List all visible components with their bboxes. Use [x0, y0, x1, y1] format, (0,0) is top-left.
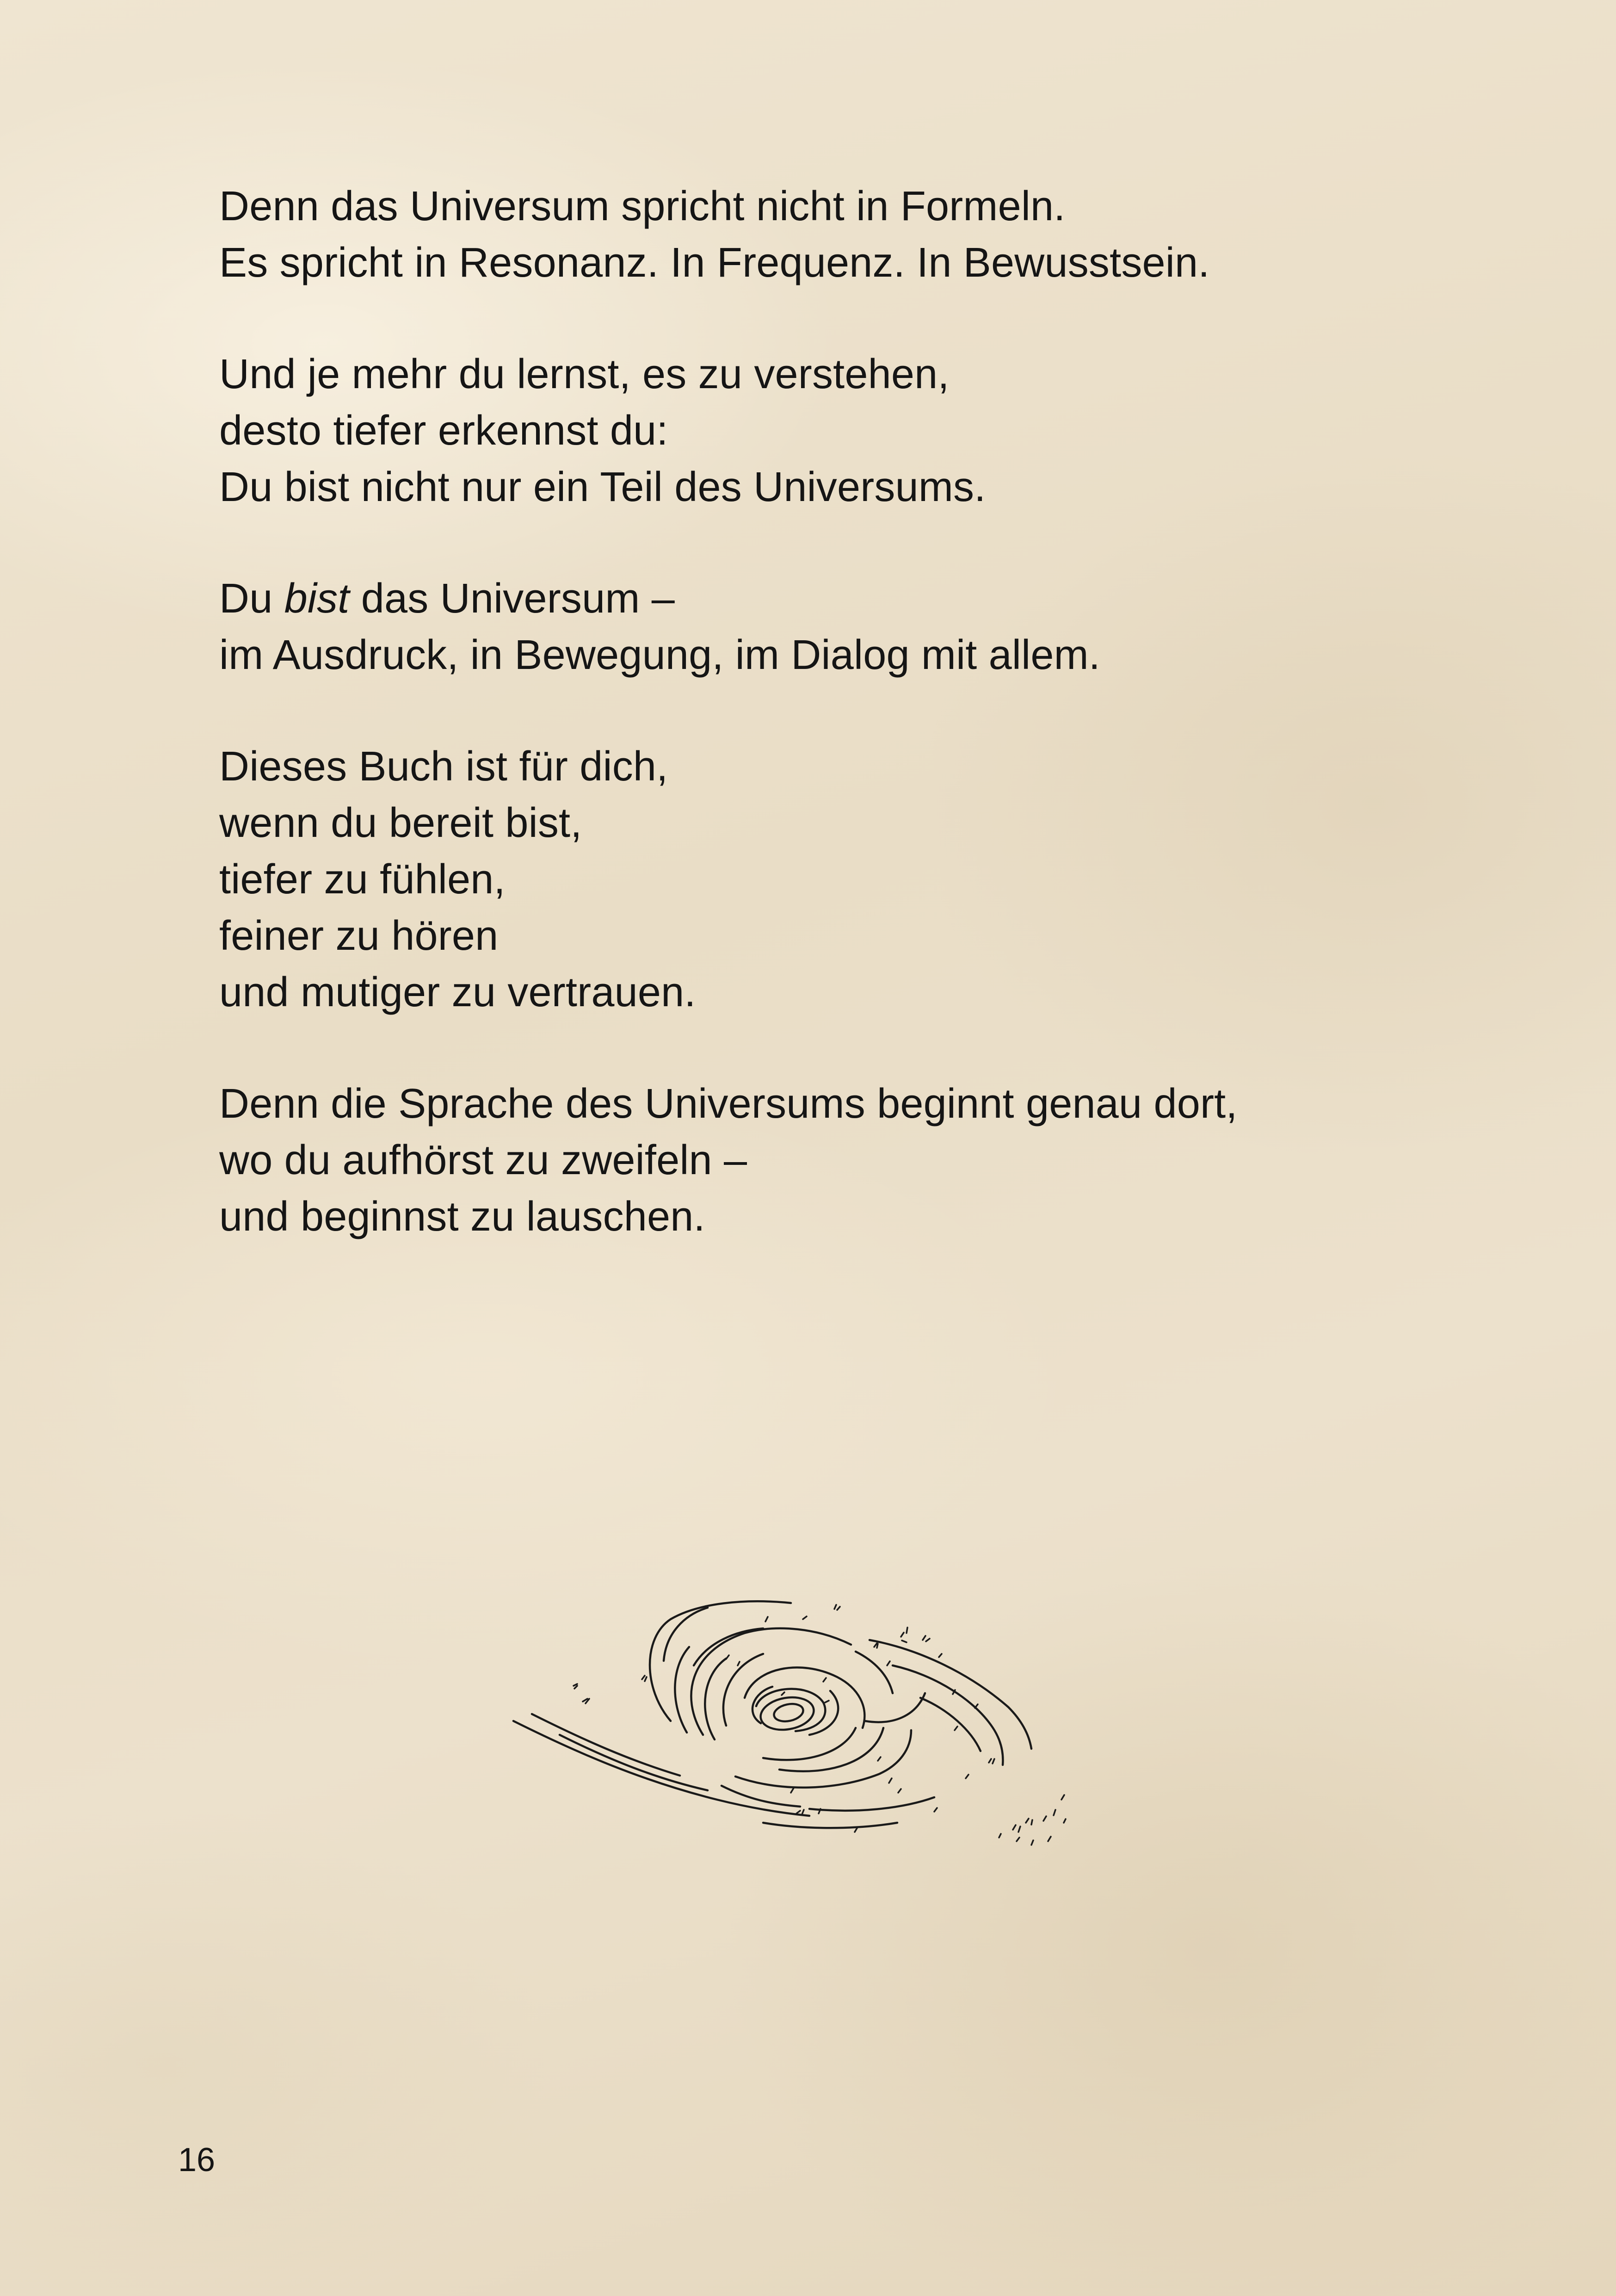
- poem-line-start: Du: [219, 576, 284, 622]
- stanza-2: [219, 346, 1468, 515]
- poem-line: desto tiefer erkennst du:: [219, 408, 668, 454]
- poem-line: wenn du bereit bist,: [219, 800, 582, 846]
- poem-line: im Ausdruck, in Bewegung, im Dialog mit allem.: [219, 632, 1100, 678]
- poem-line: und mutiger zu vertrauen.: [219, 969, 696, 1015]
- poem-line: tiefer zu fühlen,: [219, 856, 506, 903]
- page-number: 16: [178, 2141, 216, 2178]
- poem-line: Und je mehr du lernst, es zu verstehen,: [219, 351, 950, 397]
- stanza-5: [219, 1076, 1468, 1245]
- stanza-4: [219, 738, 1468, 1021]
- stanza-1: [219, 178, 1468, 291]
- poem-line-end: das Universum –: [349, 576, 675, 622]
- poem-text: [219, 178, 1468, 1300]
- stanza-3: [219, 570, 1468, 683]
- poem-line: Denn die Sprache des Universums beginnt genau dort,: [219, 1081, 1238, 1127]
- emphasized-word: bist: [284, 576, 350, 622]
- poem-line: [219, 570, 1468, 627]
- poem-line: Denn das Universum spricht nicht in Formeln.: [219, 183, 1066, 229]
- poem-line: Es spricht in Resonanz. In Frequenz. In Bewusstsein.: [219, 240, 1210, 286]
- poem-line: Du bist nicht nur ein Teil des Universums.: [219, 464, 986, 510]
- poem-line: Dieses Buch ist für dich,: [219, 743, 668, 790]
- poem-line: und beginnst zu lauschen.: [219, 1194, 705, 1240]
- spiral-galaxy-icon: [504, 1582, 1115, 1897]
- poem-line: wo du aufhörst zu zweifeln –: [219, 1137, 747, 1183]
- poem-line: feiner zu hören: [219, 913, 499, 959]
